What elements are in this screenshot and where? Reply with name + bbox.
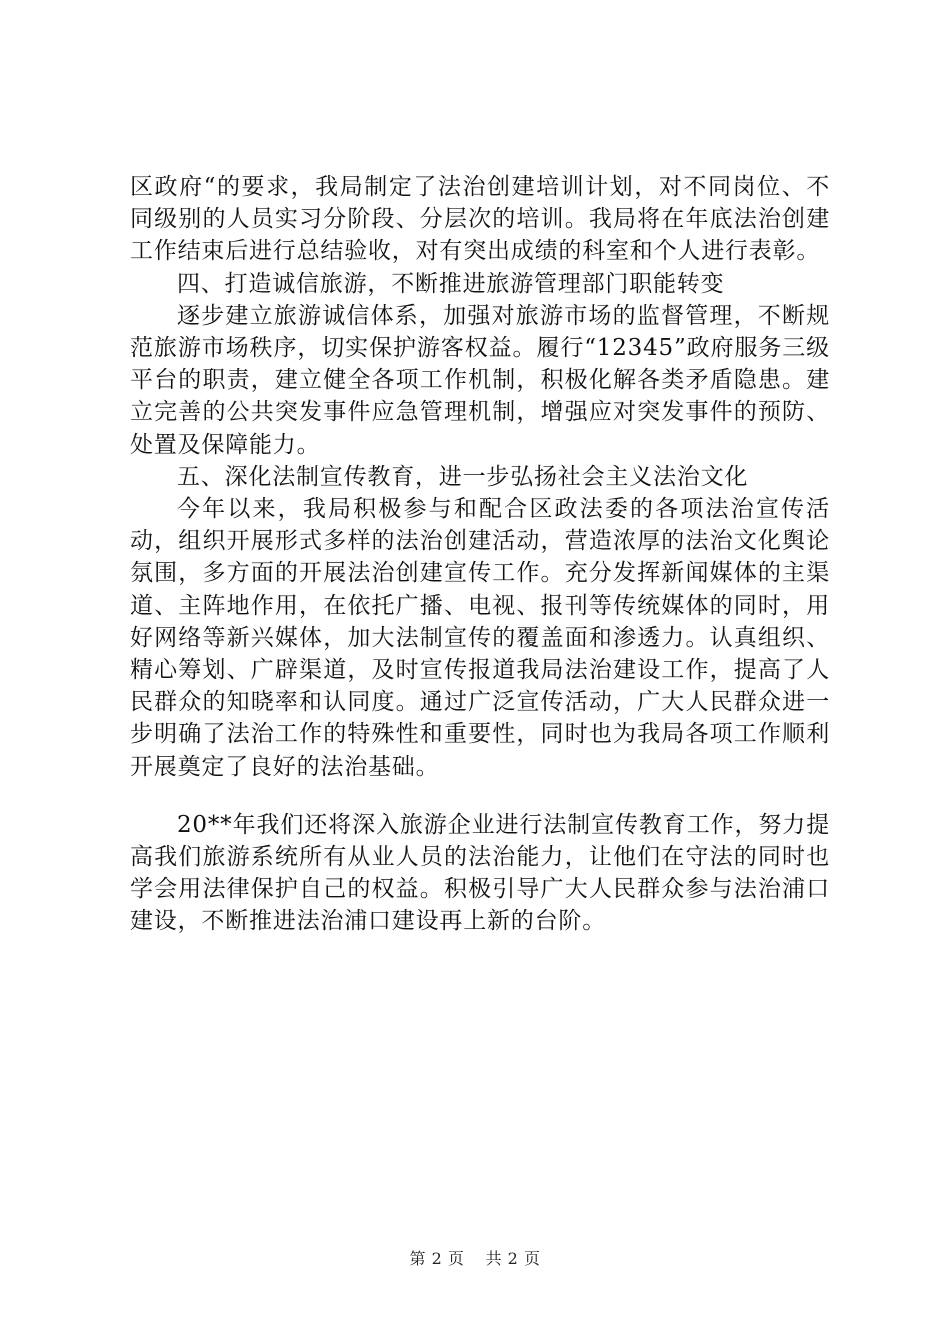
page-number: 第 2 页 — [409, 1249, 465, 1268]
page-footer — [0, 1246, 950, 1269]
paragraph-next-year-plan: 20**年我们还将深入旅游企业进行法制宣传教育工作，努力提高我们旅游系统所有从业人员的法治能力，让他们在守法的同时也学会用法律保护自己的权益。积极引导广大人民群众参与法治浦口建设，不断推进法治浦口建设再上新的台阶。 — [130, 811, 830, 935]
page-total: 共 2 页 — [485, 1249, 541, 1268]
paragraph-legal-publicity: 今年以来，我局积极参与和配合区政法委的各项法治宣传活动，组织开展形式多样的法治创建活动，营造浓厚的法治文化舆论氛围，多方面的开展法治创建宣传工作。充分发挥新闻媒体的主渠道、主阵地作用，在依托广播、电视、报刊等传统媒体的同时，用好网络等新兴媒体，加大法制宣传的覆盖面和渗透力。认真组织、精心筹划、广辟渠道，及时宣传报道我局法治建设工作，提高了人民群众的知晓率和认同度。通过广泛宣传活动，广大人民群众进一步明确了法治工作的特殊性和重要性，同时也为我局各项工作顺利开展奠定了良好的法治基础。 — [130, 496, 830, 780]
heading-section-five: 五、深化法制宣传教育，进一步弘扬社会主义法治文化 — [177, 463, 749, 490]
heading-section-four: 四、打造诚信旅游，不断推进旅游管理部门职能转变 — [177, 270, 725, 297]
paragraph-integrity-system: 逐步建立旅游诚信体系，加强对旅游市场的监督管理，不断规范旅游市场秩序，切实保护游客权益。履行“12345”政府服务三级平台的职责，建立健全各项工作机制，积极化解各类矛盾隐患。建立完善的公共突发事件应急管理机制，增强应对突发事件的预防、处置及保障能力。 — [130, 302, 830, 458]
paragraph-training-plan: 区政府“的要求，我局制定了法治创建培训计划，对不同岗位、不同级别的人员实习分阶段、分层次的培训。我局将在年底法治创建工作结束后进行总结验收，对有突出成绩的科室和个人进行表彰。 — [130, 174, 830, 265]
paragraph-spacer — [130, 783, 830, 809]
document-body — [130, 171, 830, 938]
